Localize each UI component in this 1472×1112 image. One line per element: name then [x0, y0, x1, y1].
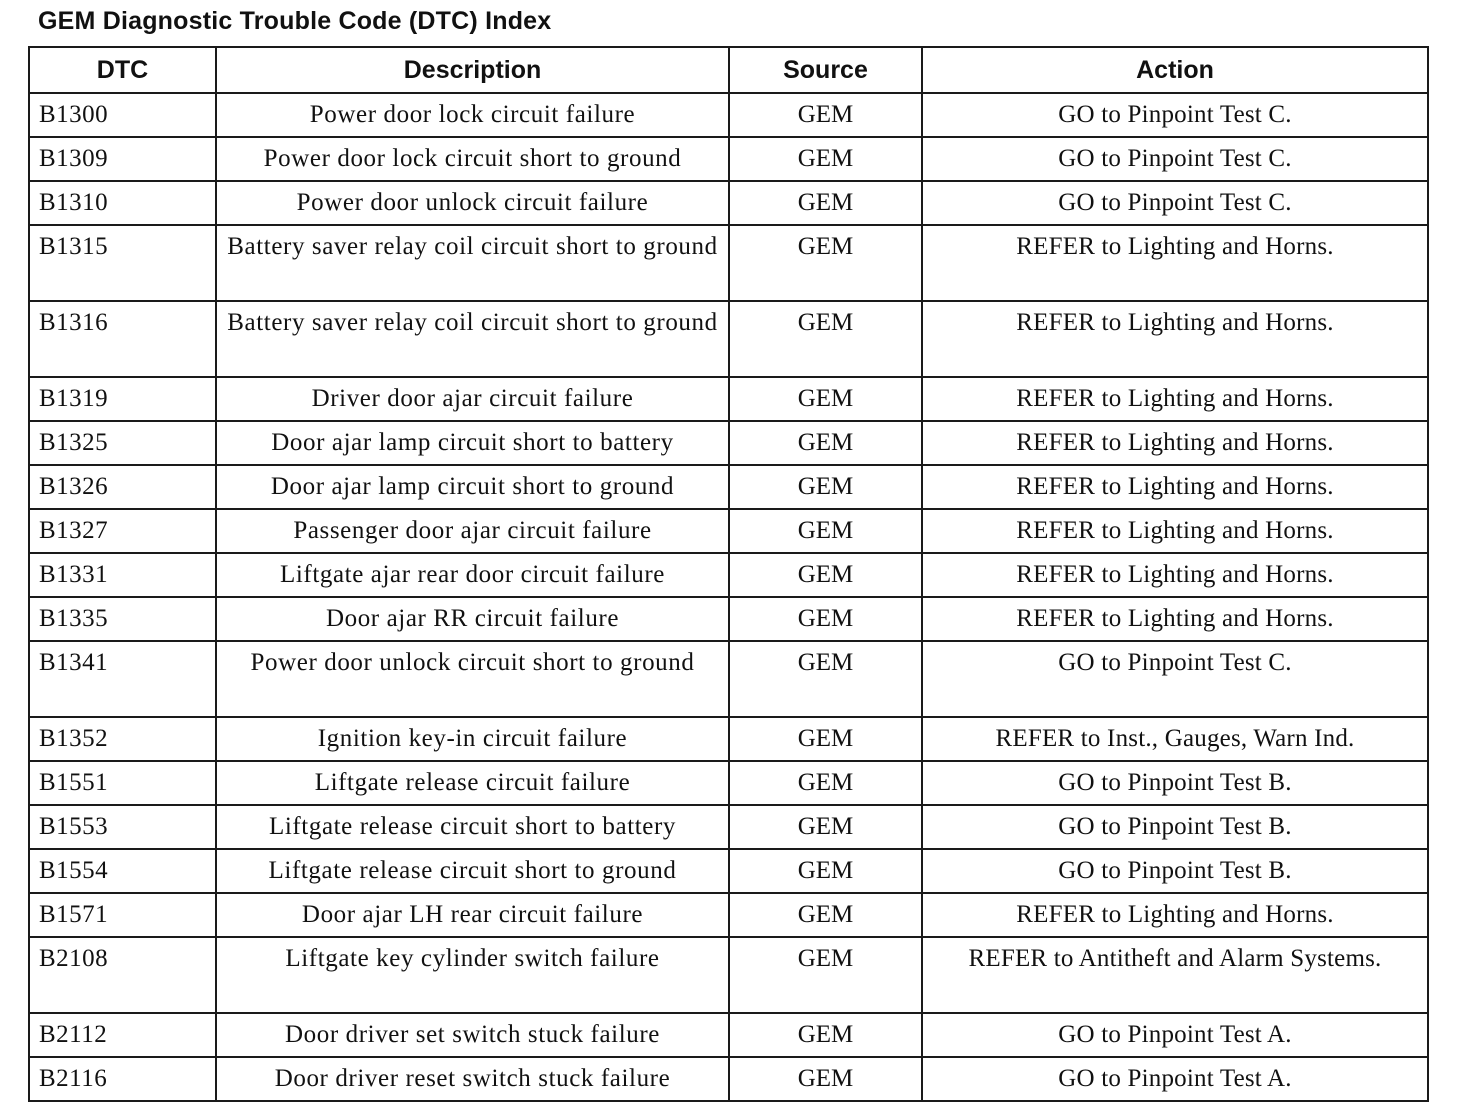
cell-dtc: B1335 — [29, 597, 216, 641]
cell-dtc: B1316 — [29, 301, 216, 377]
cell-action: REFER to Lighting and Horns. — [922, 597, 1428, 641]
table-row — [29, 181, 1428, 225]
table-row — [29, 761, 1428, 805]
cell-source: GEM — [729, 181, 922, 225]
table-row — [29, 137, 1428, 181]
table-row — [29, 805, 1428, 849]
cell-action: GO to Pinpoint Test A. — [922, 1057, 1428, 1101]
cell-dtc: B2108 — [29, 937, 216, 1013]
cell-description: Battery saver relay coil circuit short to ground — [216, 301, 729, 377]
cell-dtc: B1327 — [29, 509, 216, 553]
dtc-table — [28, 46, 1429, 1102]
cell-dtc: B1341 — [29, 641, 216, 717]
header-description: Description — [216, 47, 729, 93]
cell-dtc: B1310 — [29, 181, 216, 225]
cell-description: Door driver reset switch stuck failure — [216, 1057, 729, 1101]
cell-action: REFER to Lighting and Horns. — [922, 421, 1428, 465]
table-row — [29, 597, 1428, 641]
cell-description: Ignition key-in circuit failure — [216, 717, 729, 761]
table-row — [29, 301, 1428, 377]
cell-source: GEM — [729, 137, 922, 181]
table-row — [29, 717, 1428, 761]
cell-action: REFER to Lighting and Horns. — [922, 509, 1428, 553]
cell-action: REFER to Lighting and Horns. — [922, 377, 1428, 421]
cell-action: REFER to Lighting and Horns. — [922, 225, 1428, 301]
cell-source: GEM — [729, 465, 922, 509]
cell-action: GO to Pinpoint Test C. — [922, 181, 1428, 225]
table-row — [29, 553, 1428, 597]
cell-dtc: B1309 — [29, 137, 216, 181]
cell-source: GEM — [729, 93, 922, 137]
table-row — [29, 377, 1428, 421]
cell-source: GEM — [729, 509, 922, 553]
cell-dtc: B1319 — [29, 377, 216, 421]
cell-source: GEM — [729, 597, 922, 641]
header-source: Source — [729, 47, 922, 93]
table-row — [29, 937, 1428, 1013]
cell-dtc: B2112 — [29, 1013, 216, 1057]
page-title: GEM Diagnostic Trouble Code (DTC) Index — [38, 7, 552, 35]
cell-description: Power door lock circuit failure — [216, 93, 729, 137]
cell-action: GO to Pinpoint Test B. — [922, 805, 1428, 849]
table-row — [29, 1013, 1428, 1057]
cell-description: Power door unlock circuit short to ground — [216, 641, 729, 717]
cell-action: REFER to Lighting and Horns. — [922, 301, 1428, 377]
cell-description: Liftgate ajar rear door circuit failure — [216, 553, 729, 597]
cell-source: GEM — [729, 937, 922, 1013]
cell-action: REFER to Lighting and Horns. — [922, 553, 1428, 597]
cell-action: GO to Pinpoint Test B. — [922, 761, 1428, 805]
cell-action: GO to Pinpoint Test A. — [922, 1013, 1428, 1057]
table-row — [29, 849, 1428, 893]
cell-dtc: B1300 — [29, 93, 216, 137]
cell-action: GO to Pinpoint Test B. — [922, 849, 1428, 893]
cell-description: Power door lock circuit short to ground — [216, 137, 729, 181]
cell-dtc: B1331 — [29, 553, 216, 597]
table-row — [29, 1057, 1428, 1101]
cell-dtc: B1554 — [29, 849, 216, 893]
cell-action: REFER to Lighting and Horns. — [922, 465, 1428, 509]
cell-description: Liftgate key cylinder switch failure — [216, 937, 729, 1013]
cell-description: Liftgate release circuit short to ground — [216, 849, 729, 893]
cell-source: GEM — [729, 641, 922, 717]
table-row — [29, 421, 1428, 465]
cell-description: Liftgate release circuit failure — [216, 761, 729, 805]
cell-source: GEM — [729, 225, 922, 301]
cell-source: GEM — [729, 849, 922, 893]
table-row — [29, 465, 1428, 509]
cell-source: GEM — [729, 1013, 922, 1057]
cell-action: REFER to Antitheft and Alarm Systems. — [922, 937, 1428, 1013]
table-header-row — [29, 47, 1428, 93]
cell-source: GEM — [729, 893, 922, 937]
cell-dtc: B1551 — [29, 761, 216, 805]
cell-description: Door ajar lamp circuit short to battery — [216, 421, 729, 465]
cell-dtc: B1325 — [29, 421, 216, 465]
table-row — [29, 893, 1428, 937]
cell-description: Door driver set switch stuck failure — [216, 1013, 729, 1057]
cell-dtc: B1571 — [29, 893, 216, 937]
table-row — [29, 641, 1428, 717]
cell-source: GEM — [729, 301, 922, 377]
cell-description: Liftgate release circuit short to battery — [216, 805, 729, 849]
cell-dtc: B1352 — [29, 717, 216, 761]
cell-dtc: B1326 — [29, 465, 216, 509]
cell-dtc: B2116 — [29, 1057, 216, 1101]
table-row — [29, 225, 1428, 301]
cell-description: Door ajar LH rear circuit failure — [216, 893, 729, 937]
cell-description: Power door unlock circuit failure — [216, 181, 729, 225]
table-row — [29, 93, 1428, 137]
cell-source: GEM — [729, 761, 922, 805]
header-dtc: DTC — [29, 47, 216, 93]
cell-dtc: B1315 — [29, 225, 216, 301]
cell-source: GEM — [729, 377, 922, 421]
cell-description: Passenger door ajar circuit failure — [216, 509, 729, 553]
cell-action: GO to Pinpoint Test C. — [922, 93, 1428, 137]
table-row — [29, 509, 1428, 553]
cell-description: Door ajar lamp circuit short to ground — [216, 465, 729, 509]
cell-dtc: B1553 — [29, 805, 216, 849]
header-action: Action — [922, 47, 1428, 93]
cell-action: GO to Pinpoint Test C. — [922, 641, 1428, 717]
cell-action: REFER to Lighting and Horns. — [922, 893, 1428, 937]
cell-action: REFER to Inst., Gauges, Warn Ind. — [922, 717, 1428, 761]
cell-source: GEM — [729, 553, 922, 597]
cell-source: GEM — [729, 421, 922, 465]
cell-source: GEM — [729, 805, 922, 849]
cell-source: GEM — [729, 717, 922, 761]
cell-description: Driver door ajar circuit failure — [216, 377, 729, 421]
cell-source: GEM — [729, 1057, 922, 1101]
cell-description: Battery saver relay coil circuit short to ground — [216, 225, 729, 301]
cell-description: Door ajar RR circuit failure — [216, 597, 729, 641]
cell-action: GO to Pinpoint Test C. — [922, 137, 1428, 181]
